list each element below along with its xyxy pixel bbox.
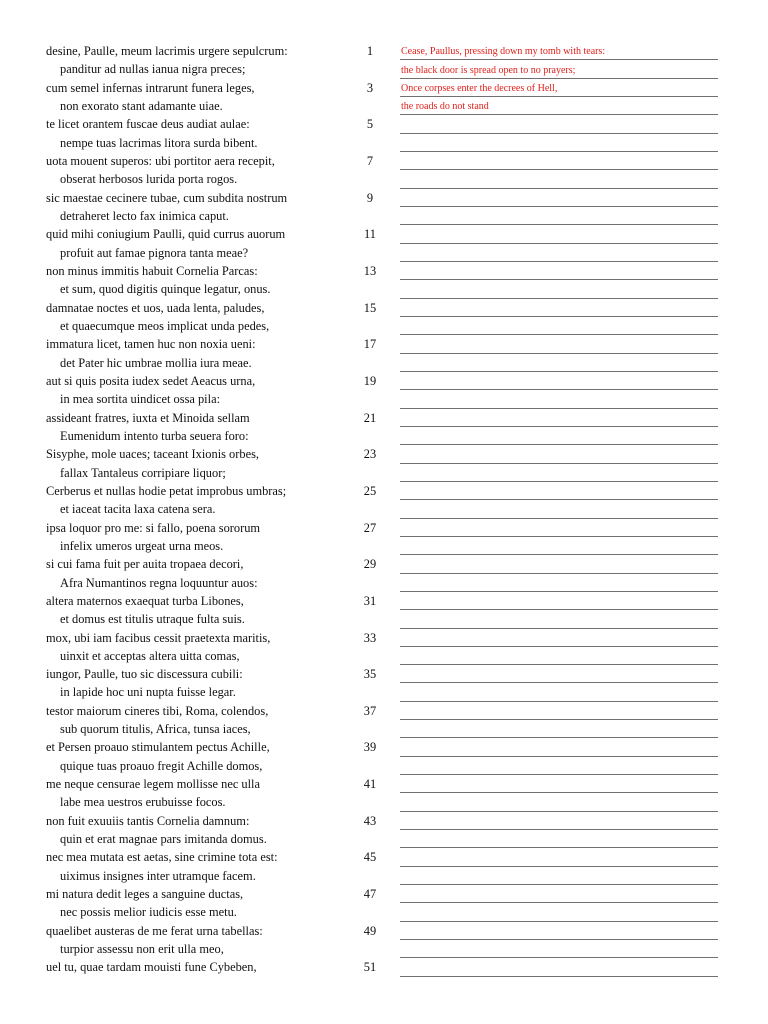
translation-line[interactable] [400,464,718,482]
translation-line[interactable] [400,189,718,207]
translation-line[interactable] [400,97,718,115]
line-number [350,464,390,482]
latin-line: quid mihi coniugium Paulli, quid currus auorum [46,227,286,242]
translation-line[interactable] [400,922,718,940]
translation-line[interactable] [400,830,718,848]
translation-line[interactable] [400,500,718,518]
line-number: 15 [363,300,377,315]
translation-line[interactable] [400,170,718,188]
latin-line: sub quorum titulis, Africa, tunsa iaces, [60,722,251,737]
latin-line: iungor, Paulle, tuo sic discessura cubili: [46,667,243,682]
latin-line: non fuit exuuiis tantis Cornelia damnum: [46,813,250,828]
translation-line[interactable] [400,152,718,170]
translation-line[interactable] [400,335,718,353]
translation-line[interactable] [400,390,718,408]
line-number: 27 [363,520,377,535]
latin-line: nec mea mutata est aetas, sine crimine tota est: [46,850,278,865]
latin-line: labe mea uestros erubuisse focos. [60,795,226,810]
latin-line: non minus immitis habuit Cornelia Parcas: [46,263,258,278]
latin-line: non exorato stant adamante uiae. [60,98,223,113]
line-number: 9 [366,190,374,205]
latin-line: me neque censurae legem mollisse nec ulla [46,777,260,792]
latin-line: fallax Tantaleus corripiare liquor; [60,465,226,480]
translation-line[interactable] [400,519,718,537]
translation-line[interactable] [400,317,718,335]
latin-line: uel tu, quae tardam mouisti fune Cybeben, [46,960,257,975]
translation-line[interactable] [400,683,718,701]
translation-line[interactable] [400,647,718,665]
line-number: 39 [363,740,377,755]
latin-line: immatura licet, tamen huc non noxia ueni: [46,337,256,352]
translation-line[interactable] [400,592,718,610]
latin-line: in lapide hoc uni nupta fuisse legar. [60,685,236,700]
line-number [350,500,390,518]
translation-line[interactable] [400,354,718,372]
line-number: 3 [366,80,374,95]
latin-line: nec possis melior iudicis esse metu. [60,905,237,920]
line-number [350,427,390,445]
translation-line[interactable] [400,610,718,628]
line-number [350,903,390,921]
line-number: 51 [363,960,377,975]
translation-line[interactable] [400,262,718,280]
translation-line[interactable] [400,775,718,793]
line-number [350,940,390,958]
line-number [350,867,390,885]
line-number: 17 [363,337,377,352]
latin-line: in mea sortita uindicet ossa pila: [60,392,221,407]
line-number: 5 [366,117,374,132]
latin-line: testor maiorum cineres tibi, Roma, colendos, [46,703,269,718]
line-number [350,574,390,592]
line-number: 47 [363,887,377,902]
translation-line[interactable] [400,115,718,133]
latin-line: et sum, quod digitis quinque legatur, onus. [60,282,271,297]
translation-line[interactable] [400,42,718,60]
latin-line: et quaecumque meos implicat unda pedes, [60,318,270,333]
latin-line: turpior assessu non erit ulla meo, [60,942,224,957]
translation-text: Cease, Paullus, pressing down my tomb with tears: [401,46,606,58]
translation-text: Once corpses enter the decrees of Hell, [401,82,558,94]
latin-line: Afra Numantinos regna loquuntur auos: [60,575,258,590]
translation-line[interactable] [400,940,718,958]
line-number [350,317,390,335]
translation-line[interactable] [400,372,718,390]
latin-line: uota mouent superos: ubi portitor aera recepit, [46,153,275,168]
latin-line: quique tuas proauo fregit Achille domos, [60,758,263,773]
line-number: 7 [366,153,374,168]
line-number [350,207,390,225]
latin-line: aut si quis posita iudex sedet Aeacus urna, [46,373,256,388]
translation-line[interactable] [400,60,718,78]
translation-line[interactable] [400,757,718,775]
translation-text: the black door is spread open to no prayers; [401,64,576,76]
translation-line[interactable] [400,445,718,463]
latin-line: det Pater hic umbrae mollia iura meae. [60,355,252,370]
latin-text-column [46,42,346,977]
translation-line[interactable] [400,427,718,445]
latin-line: damnatae noctes et uos, uada lenta, paludes, [46,300,265,315]
line-number [350,60,390,78]
latin-line: Cerberus et nullas hodie petat improbus umbras; [46,483,287,498]
translation-line[interactable] [400,555,718,573]
latin-line: desine, Paulle, meum lacrimis urgere sepulcrum: [46,44,288,58]
translation-line[interactable] [400,885,718,903]
translation-line[interactable] [400,574,718,592]
line-number: 21 [363,410,377,425]
line-number: 41 [363,777,377,792]
line-number [350,793,390,811]
latin-line: assideant fratres, iuxta et Minoida sellam [46,410,250,425]
translation-line[interactable] [400,665,718,683]
latin-line: mox, ubi iam facibus cessit praetexta maritis, [46,630,271,645]
line-number: 33 [363,630,377,645]
latin-line: mi natura dedit leges a sanguine ductas, [46,887,244,902]
latin-line: cum semel infernas intrarunt funera leges, [46,80,255,95]
translation-line[interactable] [400,848,718,866]
line-number [350,244,390,262]
translation-line[interactable] [400,629,718,647]
line-number [350,390,390,408]
line-number: 13 [363,263,377,278]
latin-line: uiximus insignes inter utramque facem. [60,868,256,883]
latin-line: et iaceat tacita laxa catena sera. [60,502,216,517]
translation-line[interactable] [400,299,718,317]
line-number [350,97,390,115]
latin-line: quin et erat magnae pars imitanda domus. [60,832,267,847]
line-number: 1 [366,44,374,58]
line-number [350,757,390,775]
line-number [350,537,390,555]
line-number: 43 [363,813,377,828]
latin-line: Sisyphe, mole uaces; taceant Ixionis orbes, [46,447,259,462]
latin-line: infelix umeros urgeat urna meos. [60,538,224,553]
latin-line: uinxit et acceptas altera uitta comas, [60,648,240,663]
line-number [350,720,390,738]
translation-line[interactable] [400,812,718,830]
latin-line: obserat herbosos lurida porta rogos. [60,172,238,187]
latin-line: ipsa loquor pro me: si fallo, poena sororum [46,520,261,535]
latin-line: Eumenidum intento turba seuera foro: [60,428,249,443]
translation-line[interactable] [400,958,718,976]
line-number [350,170,390,188]
translation-line[interactable] [400,134,718,152]
translation-line[interactable] [400,793,718,811]
latin-line: detraheret lecto fax inimica caput. [60,208,229,223]
latin-line: sic maestae cecinere tubae, cum subdita nostrum [46,190,288,205]
line-number [350,830,390,848]
translation-text: the roads do not stand [401,101,489,113]
translation-line[interactable] [400,738,718,756]
translation-line[interactable] [400,244,718,262]
latin-line: altera maternos exaequat turba Libones, [46,593,244,608]
line-number: 11 [364,227,376,242]
line-number: 49 [363,923,377,938]
line-number [350,354,390,372]
latin-line: et domus est titulis utraque fulta suis. [60,612,245,627]
line-number: 31 [363,593,377,608]
line-number [350,610,390,628]
line-number [350,280,390,298]
translation-line[interactable] [400,702,718,720]
line-number: 19 [363,373,377,388]
translation-line[interactable] [400,903,718,921]
latin-line: nempe tuas lacrimas litora surda bibent. [60,135,258,150]
translation-line[interactable] [400,537,718,555]
translation-column [400,42,718,977]
line-number: 23 [363,447,377,462]
line-number: 35 [363,667,377,682]
translation-line[interactable] [400,867,718,885]
translation-line[interactable] [400,225,718,243]
latin-line: panditur ad nullas ianua nigra preces; [60,62,246,77]
translation-line[interactable] [400,280,718,298]
line-number [350,647,390,665]
line-number [350,683,390,701]
translation-line[interactable] [400,409,718,427]
latin-line: te licet orantem fuscae deus audiat aulae: [46,117,250,132]
latin-line: profuit aut famae pignora tanta meae? [60,245,249,260]
line-number: 25 [363,483,377,498]
translation-line[interactable] [400,720,718,738]
latin-line: si cui fama fuit per auita tropaea decori, [46,557,244,572]
translation-line[interactable] [400,207,718,225]
line-number: 45 [363,850,377,865]
line-number: 37 [363,703,377,718]
line-number-column [350,42,390,977]
translation-line[interactable] [400,79,718,97]
line-number: 29 [363,557,377,572]
line-number [350,134,390,152]
translation-line[interactable] [400,482,718,500]
latin-line: et Persen proauo stimulantem pectus Achille, [46,740,270,755]
latin-line: quaelibet austeras de me ferat urna tabellas: [46,923,263,938]
